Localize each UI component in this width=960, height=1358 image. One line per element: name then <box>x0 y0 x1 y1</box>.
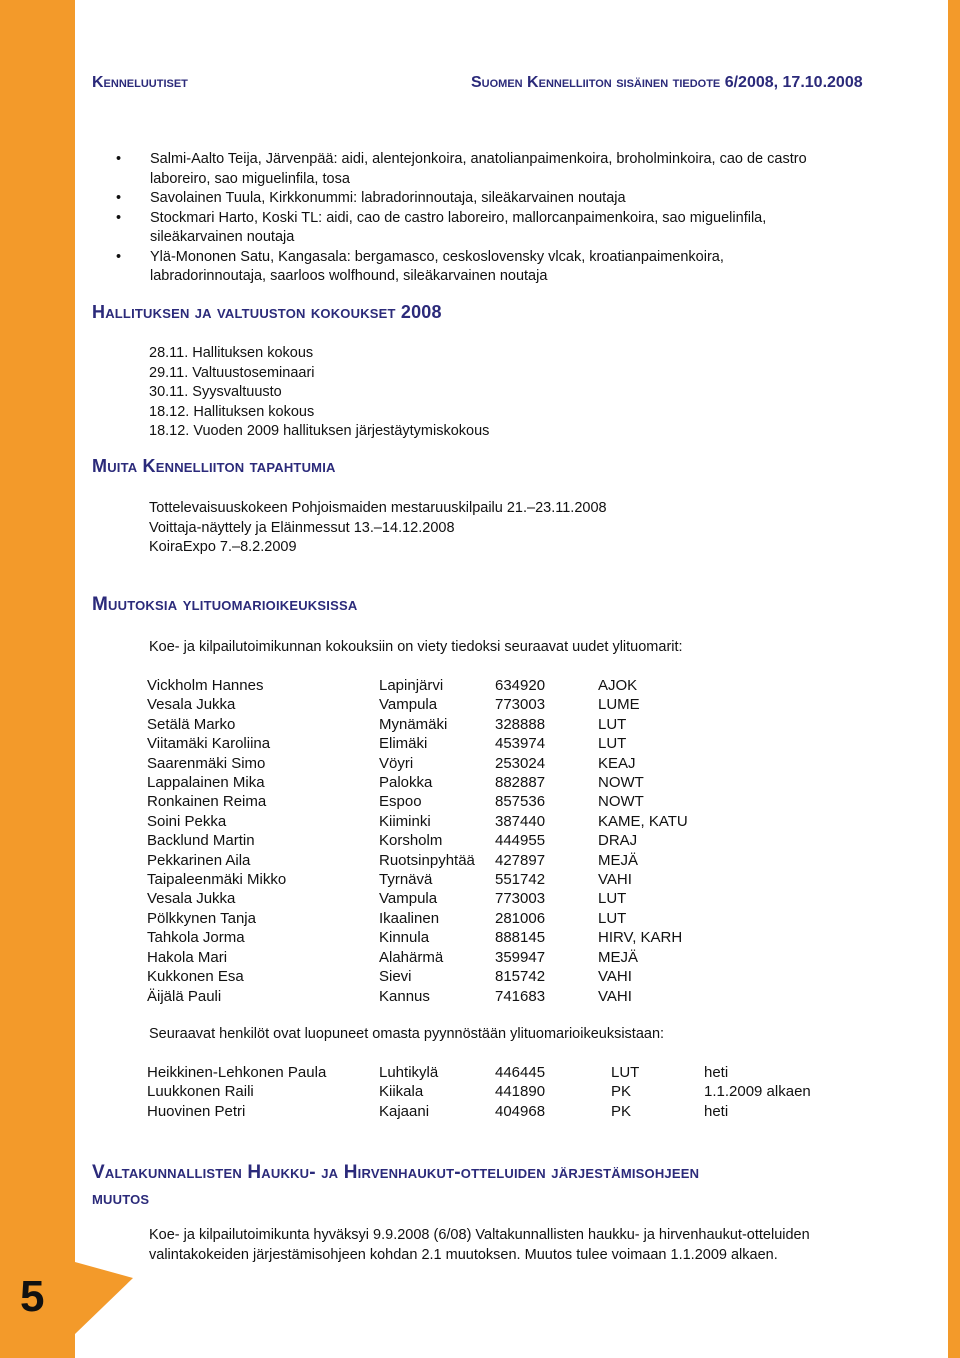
resigned-judges-intro: Seuraavat henkilöt ovat luopuneet omasta pyynnöstään ylituomarioikeuksistaan: <box>149 1026 665 1042</box>
meetings-list <box>149 344 489 442</box>
table-cell-number: 281006 <box>495 909 546 927</box>
list-item: 18.12. Hallituksen kokous <box>149 403 315 420</box>
list-item: Tottelevaisuuskokeen Pohjoismaiden mestaruuskilpailu 21.–23.11.2008 <box>149 500 607 516</box>
resigned-judges-table <box>147 1063 811 1121</box>
list-item: • Ylä-Mononen Satu, Kangasala: bergamasco, ceskoslovensky vlcak, kroatianpaimenkoira, labradorinnoutaja, saarloos wolfhound, sileäkarvainen noutaja <box>110 248 840 287</box>
table-row <box>147 889 688 908</box>
table-cell-rights: LUT <box>598 735 627 753</box>
page-corner-triangle <box>75 1262 133 1334</box>
table-cell-rights: LUT <box>598 715 627 733</box>
table-cell-place: Kannus <box>379 987 430 1005</box>
rules-heading-line: muutos <box>92 1188 150 1209</box>
table-row <box>147 851 688 870</box>
events-list <box>149 499 607 558</box>
table-row <box>147 1063 811 1082</box>
table-cell-name: Huovinen Petri <box>147 1102 246 1120</box>
table-cell-name: Luukkonen Raili <box>147 1083 254 1101</box>
list-item: • Stockmari Harto, Koski TL: aidi, cao de castro laboreiro, mallorcanpaimenkoira, sao miguelinfila, sileäkarvainen noutaja <box>110 209 840 248</box>
right-orange-stripe <box>948 0 960 1358</box>
table-row <box>147 1082 811 1101</box>
table-cell-rights: DRAJ <box>598 832 638 850</box>
table-cell-name: Vesala Jukka <box>147 696 236 714</box>
table-cell-number: 741683 <box>495 987 546 1005</box>
table-row <box>147 792 688 811</box>
table-cell-place: Korsholm <box>379 832 443 850</box>
table-cell-place: Vöyri <box>379 754 414 772</box>
table-cell-name: Hakola Mari <box>147 948 228 966</box>
table-cell-place: Luhtikylä <box>379 1064 439 1081</box>
table-cell-name: Saarenmäki Simo <box>147 754 266 772</box>
table-cell-number: 444955 <box>495 832 546 850</box>
table-cell-number: 427897 <box>495 851 546 869</box>
table-cell-rights: NOWT <box>598 774 644 792</box>
table-cell-number: 441890 <box>495 1083 546 1101</box>
events-heading: Muita Kennelliiton tapahtumia <box>92 456 336 476</box>
table-cell-number: 446445 <box>495 1064 546 1081</box>
table-cell-place: Kinnula <box>379 929 430 947</box>
table-cell-rights: MEJÄ <box>598 948 639 966</box>
table-cell-name: Lappalainen Mika <box>147 774 265 792</box>
list-item: 28.11. Hallituksen kokous <box>149 345 314 361</box>
table-row <box>147 948 688 967</box>
table-cell-name: Pölkkynen Tanja <box>147 909 256 927</box>
table-cell-place: Alahärmä <box>379 948 444 966</box>
table-cell-name: Ronkainen Reima <box>147 793 267 811</box>
table-cell-place: Lapinjärvi <box>379 677 444 694</box>
table-cell-place: Espoo <box>379 793 422 811</box>
table-cell-rights: KAME, KATU <box>598 812 688 830</box>
table-cell-rights: LUME <box>598 696 640 714</box>
table-row <box>147 734 688 753</box>
table-cell-note: 1.1.2009 alkaen <box>704 1083 811 1101</box>
header-section-name: Kenneluutiset <box>92 74 188 91</box>
table-cell-place: Sievi <box>379 968 412 986</box>
table-cell-note: heti <box>704 1102 729 1120</box>
table-row <box>147 676 688 695</box>
table-row <box>147 1102 811 1121</box>
table-cell-place: Elimäki <box>379 735 428 753</box>
table-cell-place: Palokka <box>379 774 433 792</box>
table-row <box>147 773 688 792</box>
rules-heading <box>92 1160 912 1212</box>
table-row <box>147 870 688 889</box>
table-cell-number: 387440 <box>495 812 546 830</box>
table-row <box>147 928 688 947</box>
table-row <box>147 909 688 928</box>
table-cell-name: Taipaleenmäki Mikko <box>147 871 287 889</box>
table-cell-rights: LUT <box>598 909 627 927</box>
table-cell-rights: NOWT <box>598 793 644 811</box>
table-cell-rights: VAHI <box>598 968 632 986</box>
table-cell-place: Vampula <box>379 696 438 714</box>
table-row <box>147 715 688 734</box>
table-cell-number: 882887 <box>495 774 546 792</box>
table-cell-number: 551742 <box>495 871 546 889</box>
table-cell-name: Heikkinen-Lehkonen Paula <box>147 1064 327 1081</box>
list-item: • Salmi-Aalto Teija, Järvenpää: aidi, alentejonkoira, anatolianpaimenkoira, broholminkoira, cao de castro laboreiro, sao miguelinfila, tosa <box>110 150 840 189</box>
table-row <box>147 967 688 986</box>
table-cell-number: 815742 <box>495 968 546 986</box>
table-row <box>147 831 688 850</box>
new-judges-table <box>147 676 688 1006</box>
table-cell-number: 359947 <box>495 948 546 966</box>
header-publication-info: Suomen Kennelliiton sisäinen tiedote 6/2008, 17.10.2008 <box>471 74 863 91</box>
list-item: 30.11. Syysvaltuusto <box>149 384 282 400</box>
meetings-heading: Hallituksen ja valtuuston kokoukset 2008 <box>92 302 442 322</box>
list-item: • Savolainen Tuula, Kirkkonummi: labradorinnoutaja, sileäkarvainen noutaja <box>110 189 840 209</box>
table-cell-place: Mynämäki <box>379 715 448 733</box>
left-orange-stripe <box>0 0 75 1358</box>
table-cell-rights: MEJÄ <box>598 851 639 869</box>
table-cell-rights: AJOK <box>598 677 638 694</box>
new-judges-intro: Koe- ja kilpailutoimikunnan kokouksiin on viety tiedoksi seuraavat uudet ylituomarit: <box>149 639 683 655</box>
table-cell-rights: VAHI <box>598 871 632 889</box>
table-row <box>147 812 688 831</box>
table-cell-rights: PK <box>611 1083 632 1101</box>
list-item: KoiraExpo 7.–8.2.2009 <box>149 539 297 555</box>
table-cell-name: Vesala Jukka <box>147 890 236 908</box>
table-cell-place: Ruotsinpyhtää <box>379 851 475 869</box>
table-cell-number: 328888 <box>495 715 546 733</box>
table-cell-number: 888145 <box>495 929 546 947</box>
list-item: 18.12. Vuoden 2009 hallituksen järjestäytymiskokous <box>149 423 490 439</box>
table-row <box>147 695 688 714</box>
table-cell-name: Soini Pekka <box>147 812 227 830</box>
judges-heading: Muutoksia ylituomarioikeuksissa <box>92 594 358 615</box>
page-number: 5 <box>20 1272 45 1321</box>
table-cell-place: Ikaalinen <box>379 909 440 927</box>
table-cell-name: Pekkarinen Aila <box>147 851 251 869</box>
rules-heading-line: Valtakunnallisten Haukku- ja Hirvenhaukut-otteluiden järjestämisohjeen <box>92 1162 700 1183</box>
table-cell-name: Setälä Marko <box>147 715 236 733</box>
table-cell-place: Kajaani <box>379 1102 430 1120</box>
table-cell-rights: LUT <box>598 890 627 908</box>
table-cell-place: Tyrnävä <box>379 871 433 889</box>
table-row <box>147 754 688 773</box>
table-cell-rights: PK <box>611 1102 632 1120</box>
table-cell-name: Viitamäki Karoliina <box>147 735 271 753</box>
list-item: Voittaja-näyttely ja Eläinmessut 13.–14.12.2008 <box>149 519 455 536</box>
table-cell-name: Tahkola Jorma <box>147 929 245 947</box>
judge-bullet-list <box>110 150 840 287</box>
table-cell-number: 773003 <box>495 696 546 714</box>
table-cell-note: heti <box>704 1064 729 1081</box>
rules-text: Koe- ja kilpailutoimikunta hyväksyi 9.9.2008 (6/08) Valtakunnallisten haukku- ja hirvenhaukut-otteluiden valintakokeiden järjestämisohjeen kohdan 2.1 muutoksen. Muutos tulee voimaan 1.1.2009 alkaen. <box>149 1227 810 1263</box>
table-cell-place: Kiiminki <box>379 812 431 830</box>
table-cell-name: Vickholm Hannes <box>147 677 264 694</box>
table-row <box>147 987 688 1006</box>
table-cell-rights: VAHI <box>598 987 632 1005</box>
table-cell-name: Äijälä Pauli <box>147 987 222 1005</box>
table-cell-rights: LUT <box>611 1064 640 1081</box>
table-cell-place: Vampula <box>379 890 438 908</box>
table-cell-number: 253024 <box>495 754 546 772</box>
table-cell-place: Kiikala <box>379 1083 424 1101</box>
table-cell-number: 634920 <box>495 677 546 694</box>
list-item: 29.11. Valtuustoseminaari <box>149 364 315 381</box>
table-cell-name: Backlund Martin <box>147 832 255 850</box>
table-cell-number: 773003 <box>495 890 546 908</box>
table-cell-number: 453974 <box>495 735 546 753</box>
table-cell-name: Kukkonen Esa <box>147 968 244 986</box>
table-cell-number: 404968 <box>495 1102 546 1120</box>
table-cell-rights: HIRV, KARH <box>598 929 683 947</box>
table-cell-number: 857536 <box>495 793 546 811</box>
table-cell-rights: KEAJ <box>598 754 636 772</box>
